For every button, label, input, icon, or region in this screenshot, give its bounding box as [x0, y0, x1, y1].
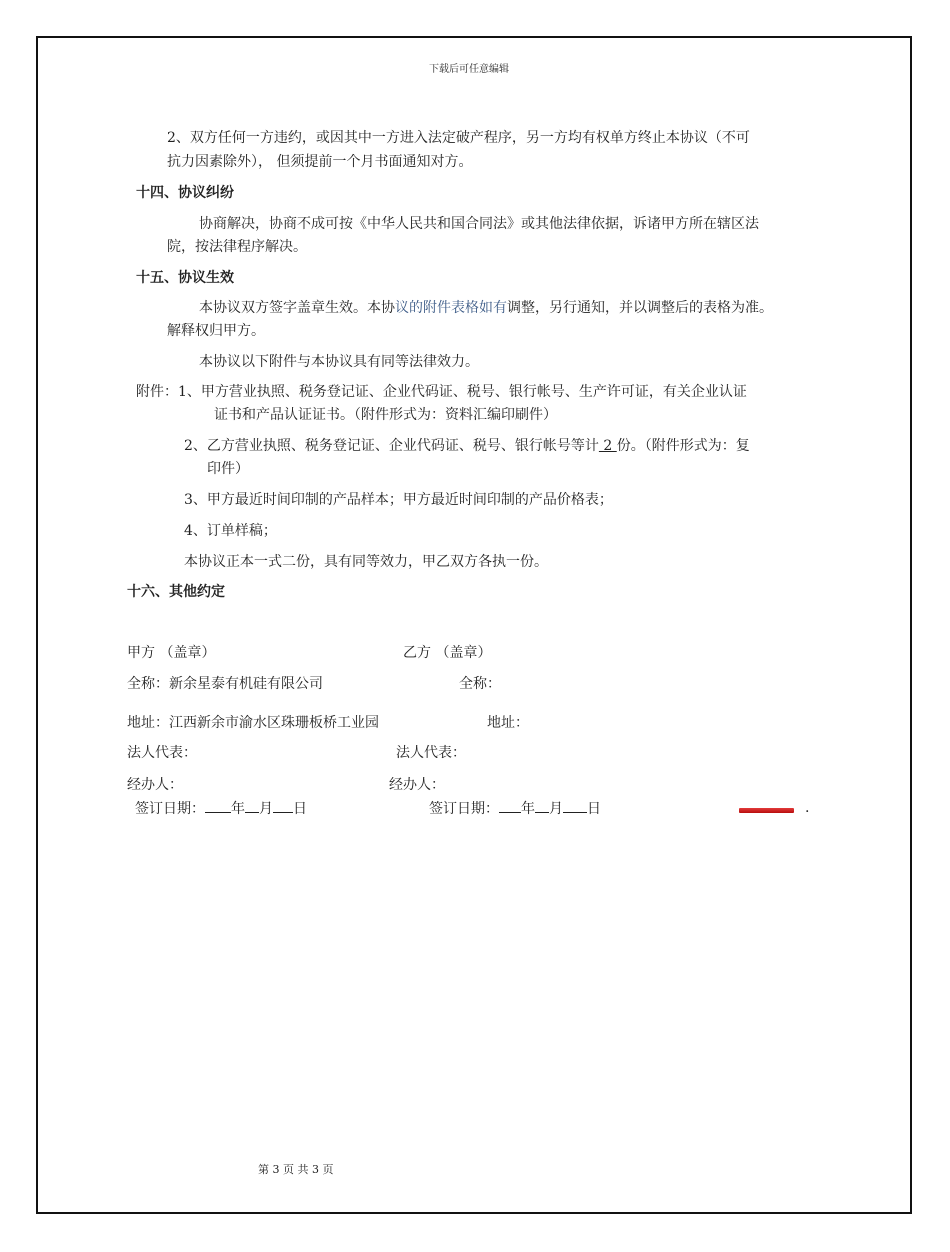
attachment3: 3、甲方最近时间印制的产品样本；甲方最近时间印制的产品价格表； — [184, 492, 613, 508]
page-border — [36, 36, 912, 1214]
month-blank — [245, 798, 259, 813]
month-label: 月 — [549, 801, 563, 817]
party-b-handler: 经办人： — [389, 777, 445, 793]
party-b-seal: 乙方 （盖章） — [403, 645, 492, 661]
attachment1-line1: 附件：1、甲方营业执照、税务登记证、企业代码证、税号、银行帐号、生产许可证，有关企业认证 — [136, 384, 747, 400]
day-blank — [563, 798, 587, 813]
page-header: 下载后可任意编辑 — [429, 64, 509, 75]
year-blank — [205, 798, 231, 813]
party-b-representative: 法人代表： — [396, 745, 466, 761]
year-blank — [499, 798, 521, 813]
attachment1-line2: 证书和产品认证证书。（附件形式为：资料汇编印刷件） — [214, 407, 557, 423]
attachment-table-link: 议的附件表格如有 — [395, 300, 507, 316]
party-b-name: 全称： — [459, 676, 501, 692]
party-a-handler: 经办人： — [127, 777, 183, 793]
red-mark — [739, 808, 794, 813]
year-label: 年 — [231, 801, 245, 817]
month-blank — [535, 798, 549, 813]
clause14-line1: 协商解决，协商不成可按《中华人民共和国合同法》或其他法律依据，诉诸甲方所在辖区法 — [199, 216, 759, 232]
clause14-heading: 十四、协议纠纷 — [136, 185, 234, 201]
clause15-line3: 本协议以下附件与本协议具有同等法律效力。 — [199, 354, 479, 370]
day-label: 日 — [587, 801, 601, 817]
party-a-address: 地址：江西新余市渝水区珠珊板桥工业园 — [127, 715, 379, 731]
clause15-line2: 解释权归甲方。 — [167, 323, 265, 339]
year-label: 年 — [521, 801, 535, 817]
day-blank — [273, 798, 293, 813]
party-b-sign-date — [429, 798, 601, 819]
copies-statement: 本协议正本一式二份，具有同等效力，甲乙双方各执一份。 — [184, 554, 548, 570]
party-a-seal: 甲方 （盖章） — [127, 645, 216, 661]
attachment2-text-start: 2、乙方营业执照、税务登记证、企业代码证、税号、银行帐号等计 — [184, 438, 599, 454]
attachment2-line2: 印件） — [207, 461, 249, 477]
attachment4: 4、订单样稿； — [184, 523, 277, 539]
sign-date-label: 签订日期： — [135, 801, 205, 817]
clause15-heading: 十五、协议生效 — [136, 270, 234, 286]
sign-date-label: 签订日期： — [429, 801, 499, 817]
clause15-line1-end: 调整，另行通知，并以调整后的表格为准。 — [507, 300, 773, 316]
clause16-heading: 十六、其他约定 — [127, 584, 225, 600]
clause13-item2-line1: 2、双方任何一方违约，或因其中一方进入法定破产程序，另一方均有权单方终止本协议（不可 — [167, 130, 750, 146]
clause15-line1 — [199, 298, 773, 318]
clause15-line1-start: 本协议双方签字盖章生效。本协 — [199, 300, 395, 316]
clause14-line2: 院，按法律程序解决。 — [167, 239, 307, 255]
attachment2-text-end: 份。（附件形式为：复 — [616, 438, 750, 454]
page-footer: 第 3 页 共 3 页 — [258, 1163, 334, 1176]
party-a-representative: 法人代表： — [127, 745, 197, 761]
party-a-name: 全称：新余星泰有机硅有限公司 — [127, 676, 323, 692]
trailing-dot: . — [805, 800, 810, 816]
month-label: 月 — [259, 801, 273, 817]
attachment2-count: 2 — [598, 438, 617, 454]
clause13-item2-line2: 抗力因素除外）， 但须提前一个月书面通知对方。 — [167, 154, 473, 170]
party-a-sign-date — [135, 798, 307, 819]
party-b-address: 地址： — [487, 715, 529, 731]
day-label: 日 — [293, 801, 307, 817]
attachment2-line1 — [184, 436, 750, 456]
